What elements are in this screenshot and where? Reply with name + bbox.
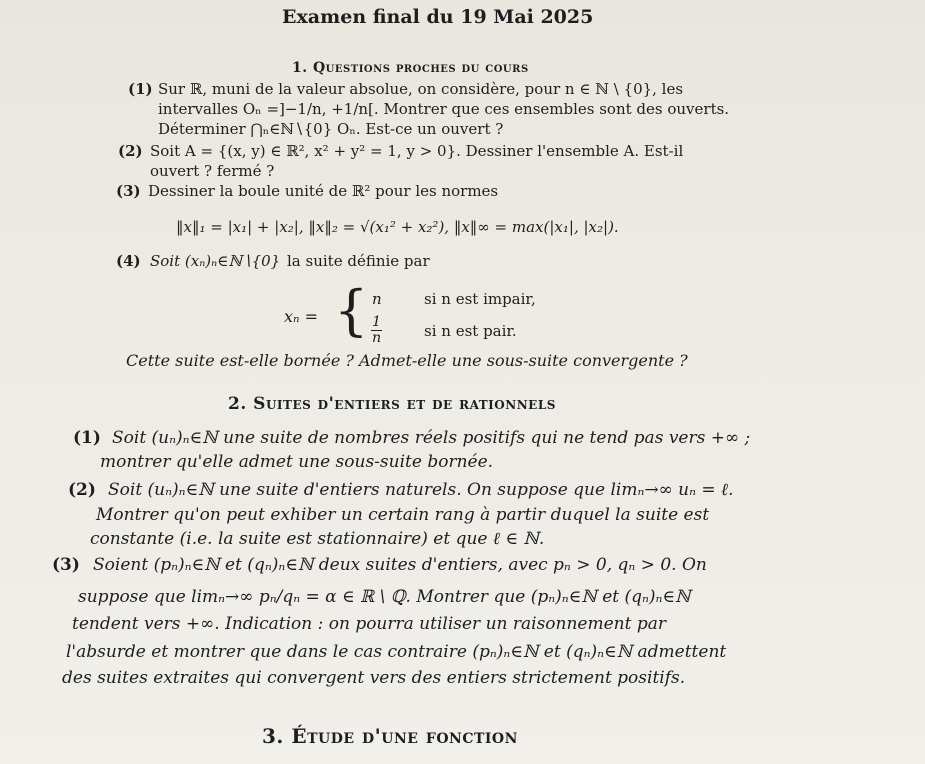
s1-item2-line2: ouvert ? fermé ? xyxy=(150,162,275,180)
s1-item2-number: (2) xyxy=(118,142,143,160)
fraction-numerator: 1 xyxy=(372,314,382,330)
s1-item4-definition-text: la suite définie par xyxy=(287,252,430,270)
s2-item3-line2: suppose que limₙ→∞ pₙ/qₙ = α ∈ ℝ \ ℚ. Montrer que (pₙ)ₙ∈ℕ et (qₙ)ₙ∈ℕ xyxy=(78,587,691,607)
s1-item3-line1: Dessiner la boule unité de ℝ² pour les normes xyxy=(148,182,499,200)
s1-item1-line3: Déterminer ⋂ₙ∈ℕ∖{0} Oₙ. Est-ce un ouvert ? xyxy=(158,120,504,138)
s1-item4-number: (4) xyxy=(116,252,141,270)
s1-item1-line2: intervalles Oₙ =]−1/n, +1/n[. Montrer que ces ensembles sont des ouverts. xyxy=(158,100,730,118)
s2-item3-line5: des suites extraites qui convergent vers des entiers strictement positifs. xyxy=(62,668,686,688)
s2-item3-line3: tendent vers +∞. Indication : on pourra utiliser un raisonnement par xyxy=(72,614,667,634)
piecewise-case1-value: n xyxy=(372,290,382,308)
s1-item4-sequence-name: Soit (xₙ)ₙ∈ℕ∖{0} xyxy=(150,252,281,270)
s2-item2-number: (2) xyxy=(68,480,96,500)
s1-item2-line1: Soit A = {(x, y) ∈ ℝ², x² + y² = 1, y > 0}. Dessiner l'ensemble A. Est-il xyxy=(150,142,684,160)
s2-item2-line1: Soit (uₙ)ₙ∈ℕ une suite d'entiers naturels. On suppose que limₙ→∞ uₙ = ℓ. xyxy=(108,480,734,500)
s1-item1-line1: Sur ℝ, muni de la valeur absolue, on considère, pour n ∈ ℕ \ {0}, les xyxy=(158,80,684,98)
s2-item3-line1: Soient (pₙ)ₙ∈ℕ et (qₙ)ₙ∈ℕ deux suites d'entiers, avec pₙ > 0, qₙ > 0. On xyxy=(93,555,707,575)
s1-item4-question: Cette suite est-elle bornée ? Admet-elle une sous-suite convergente ? xyxy=(126,351,688,370)
piecewise-brace: { xyxy=(334,279,369,342)
s1-item1-number: (1) xyxy=(128,80,153,98)
section-1-heading: 1. Questions proches du cours xyxy=(292,60,529,76)
s2-item2-line2: Montrer qu'on peut exhiber un certain rang à partir duquel la suite est xyxy=(96,505,710,525)
fraction-denominator: n xyxy=(372,329,382,346)
exam-title: Examen final du 19 Mai 2025 xyxy=(282,6,594,28)
section-3-heading: 3. Étude d'une fonction xyxy=(262,724,518,748)
s2-item3-number: (3) xyxy=(52,555,80,575)
section-2-heading: 2. Suites d'entiers et de rationnels xyxy=(228,394,556,414)
piecewise-case2-fraction xyxy=(371,315,382,346)
s1-item3-norms-formula: ‖x‖₁ = |x₁| + |x₂|, ‖x‖₂ = √(x₁² + x₂²), ‖x‖∞ = max(|x₁|, |x₂|). xyxy=(176,218,619,236)
s2-item1-line1: Soit (uₙ)ₙ∈ℕ une suite de nombres réels positifs qui ne tend pas vers +∞ ; xyxy=(112,428,751,448)
s2-item1-number: (1) xyxy=(73,428,101,448)
s2-item3-line4: l'absurde et montrer que dans le cas contraire (pₙ)ₙ∈ℕ et (qₙ)ₙ∈ℕ admettent xyxy=(66,642,727,662)
piecewise-case1-condition: si n est impair, xyxy=(424,290,536,308)
piecewise-lhs: xₙ = xyxy=(284,307,318,326)
s1-item3-number: (3) xyxy=(116,182,141,200)
s2-item1-line2: montrer qu'elle admet une sous-suite bornée. xyxy=(100,452,494,472)
s2-item2-line3: constante (i.e. la suite est stationnaire) et que ℓ ∈ ℕ. xyxy=(90,529,545,549)
piecewise-case2-condition: si n est pair. xyxy=(424,322,517,340)
